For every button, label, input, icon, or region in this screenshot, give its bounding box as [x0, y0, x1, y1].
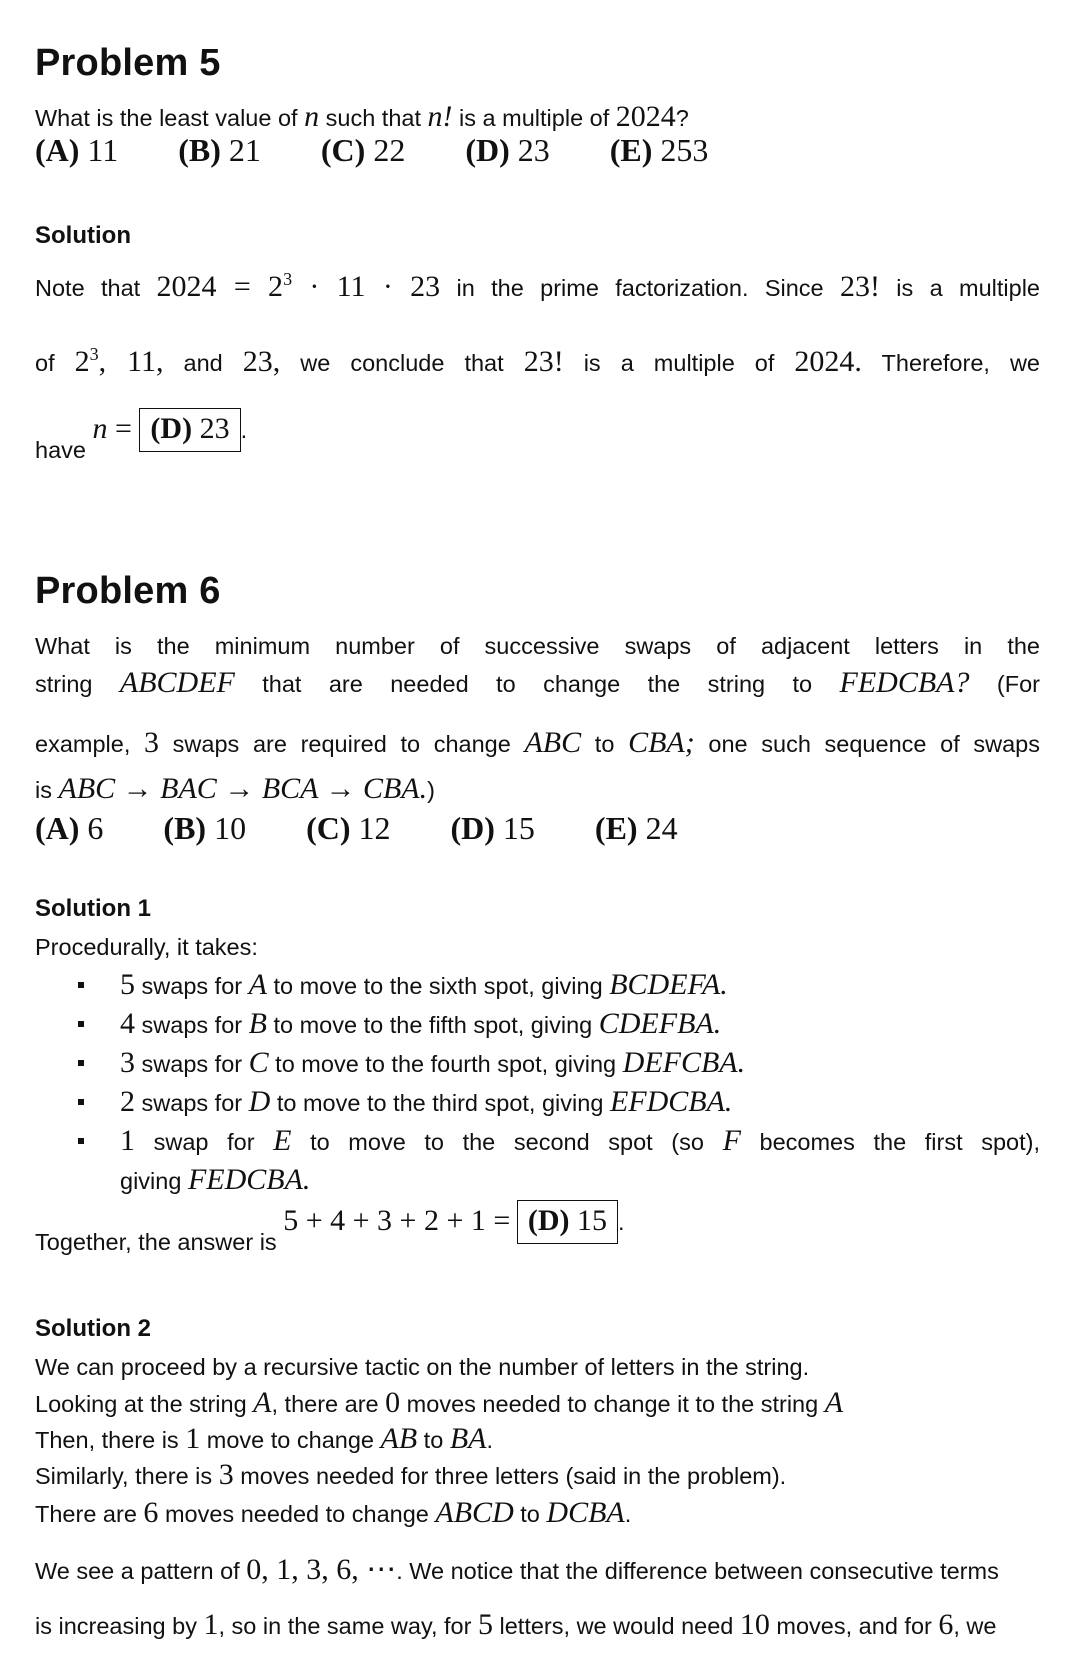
problem-6-choices	[35, 810, 730, 847]
problem-6-title: Problem 6	[35, 570, 221, 612]
solution-2-line-5: There are 6 moves needed to change ABCD to DCBA.	[35, 1496, 632, 1529]
solution-1-intro: Procedurally, it takes:	[35, 934, 258, 960]
list-item: 4 swaps for B to move to the fifth spot, giving CDEFBA.	[35, 1005, 1040, 1044]
problem-6-question-line-3: example, 3 swaps are required to change ABC to CBA; one such sequence of swaps	[35, 726, 1040, 759]
problem-6-question-line-4: is ABC → BAC → BCA → CBA.)	[35, 772, 435, 805]
solution-2-line-4: Similarly, there is 3 moves needed for three letters (said in the problem).	[35, 1458, 787, 1491]
solution-2-line-2: Looking at the string A, there are 0 moves needed to change it to the string A	[35, 1386, 844, 1419]
problem-6-question-line-1: What is the minimum number of successive swaps of adjacent letters in the	[35, 633, 1040, 659]
choice-b: (B) 10	[163, 810, 247, 846]
list-item: 2 swaps for D to move to the third spot, giving EFDCBA.	[35, 1083, 1040, 1122]
problem-5-solution-heading: Solution	[35, 222, 131, 249]
list-item: 5 swaps for A to move to the sixth spot, giving BCDEFA.	[35, 966, 1040, 1005]
problem-5-solution-line-3: have n = (D) 23 .	[35, 408, 247, 452]
choice-b: (B) 21	[178, 132, 261, 168]
problem-6-question-line-2: string ABCDEF that are needed to change the string to FEDCBA? (For	[35, 666, 1040, 699]
choice-c: (C) 22	[320, 132, 406, 168]
choice-e: (E) 253	[609, 132, 709, 168]
problem-5-solution-line-1: Note that $2024 = 2^3 \cdot 11 \cdot 23$ in the prime factorization. Since 23! is a multiple	[35, 269, 1040, 303]
list-item: 3 swaps for C to move to the fourth spot, giving DEFCBA.	[35, 1044, 1040, 1083]
solution-2-heading: Solution 2	[35, 1315, 151, 1342]
solution-2-line-6: We see a pattern of 0, 1, 3, 6, ⋯. We notice that the difference between consecutive terms	[35, 1553, 999, 1586]
problem-5-title: Problem 5	[35, 42, 221, 84]
problem-5-solution-line-2: of $2^3$, 11, and 23, we conclude that 23! is a multiple of 2024. Therefore, we	[35, 344, 1040, 378]
solution-2-line-3: Then, there is 1 move to change AB to BA.	[35, 1422, 494, 1455]
solution-1-heading: Solution 1	[35, 895, 151, 922]
solution-1-steps	[35, 966, 1040, 1200]
answer-box-p5: (D) 23	[139, 408, 240, 452]
choice-a: (A) 6	[35, 810, 104, 846]
choice-c: (C) 12	[306, 810, 391, 846]
problem-5-question: What is the least value of n such that n! is a multiple of 2024?	[35, 100, 689, 133]
choice-d: (D) 15	[450, 810, 535, 846]
answer-box-p6: (D) 15	[517, 1200, 618, 1244]
list-item: 1 swap for E to move to the second spot (so F becomes the first spot), giving FEDCBA.	[35, 1122, 1040, 1200]
solution-1-conclusion: Together, the answer is 5 + 4 + 3 + 2 + 1 = (D) 15 .	[35, 1200, 625, 1244]
choice-a: (A) 11	[35, 132, 119, 168]
choice-e: (E) 24	[594, 810, 678, 846]
solution-2-line-7: is increasing by 1, so in the same way, for 5 letters, we would need 10 moves, and for 6, we	[35, 1608, 997, 1641]
problem-5-choices	[35, 132, 760, 169]
choice-d: (D) 23	[465, 132, 550, 168]
solution-2-line-1: We can proceed by a recursive tactic on the number of letters in the string.	[35, 1354, 810, 1380]
